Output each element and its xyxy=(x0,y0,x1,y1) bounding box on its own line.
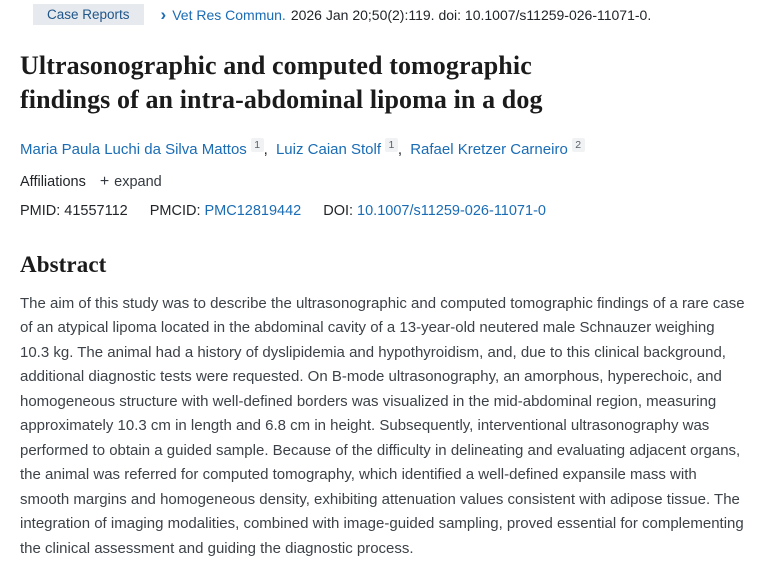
doi-group xyxy=(323,203,546,219)
pmid-label: PMID: xyxy=(20,202,61,219)
pmcid-label: PMCID: xyxy=(149,202,201,219)
author-separator: , xyxy=(397,140,403,158)
pmid-group xyxy=(20,203,128,219)
author-affiliation-sup: 2 xyxy=(572,138,585,152)
chevron-right-icon: › xyxy=(160,5,167,24)
abstract-heading: Abstract xyxy=(20,251,107,277)
pmcid-group xyxy=(150,203,302,219)
author-separator: , xyxy=(263,140,268,158)
citation-header xyxy=(20,0,745,25)
authors-list xyxy=(20,138,745,158)
page-title: Ultrasonographic and computed tomographic findings of an intra-abdominal lipoma in a dog xyxy=(20,51,543,114)
expand-label: expand xyxy=(114,173,162,190)
author-affiliation-sup: 1 xyxy=(385,138,398,152)
author-affiliation-sup: 1 xyxy=(251,138,264,152)
pmid-value: 41557112 xyxy=(64,202,128,219)
publication-type-badge: Case Reports xyxy=(33,4,144,25)
doi-label: DOI: xyxy=(323,202,354,219)
abstract-text: The aim of this study was to describe the ultrasonographic and computed tomographic findings of a rare case of an atypical lipoma located in the abdominal cavity of a 13-year-old neutered male Schnauzer weighing 10.3 kg. The animal had a history of dyslipidemia and hypothyroidism, and, due to this clinical background, additional diagnostic tests were requested. On B-mode ultrasonography, an amorphous, hyperechoic, and homogeneous structure with well-defined borders was visualized in the mid-abdominal region, measuring approximately 10.3 cm in length and 6.8 cm in height. Subsequently, interventional ultrasonography was performed to obtain a guided sample. Because of the difficulty in delineating and evaluating adjacent organs, the animal was referred for computed tomography, which identified a well-defined expansile mass with smooth margins and homogeneous density, exhibiting attenuation values consistent with adipose tissue. The integration of imaging modalities, combined with image-guided sampling, proved essential for complementing the clinical assessment and guiding the diagnostic process. xyxy=(20,294,745,557)
doi-link[interactable]: 10.1007/s11259-026-11071-0 xyxy=(357,202,546,219)
journal-link[interactable]: Vet Res Commun. xyxy=(172,6,286,23)
affiliations-label: Affiliations xyxy=(20,173,86,190)
citation-text: 2026 Jan 20;50(2):119. doi: 10.1007/s11259-026-11071-0. xyxy=(290,6,652,23)
author-link[interactable]: Rafael Kretzer Carneiro xyxy=(410,140,568,158)
affiliations-section xyxy=(20,173,745,191)
plus-icon: + xyxy=(99,172,110,190)
author-link[interactable]: Luiz Caian Stolf xyxy=(275,140,382,158)
pmcid-link[interactable]: PMC12819442 xyxy=(204,202,302,219)
affiliations-expand-button[interactable] xyxy=(100,173,162,191)
author-link[interactable]: Maria Paula Luchi da Silva Mattos xyxy=(20,140,247,158)
identifiers-row xyxy=(20,203,745,219)
